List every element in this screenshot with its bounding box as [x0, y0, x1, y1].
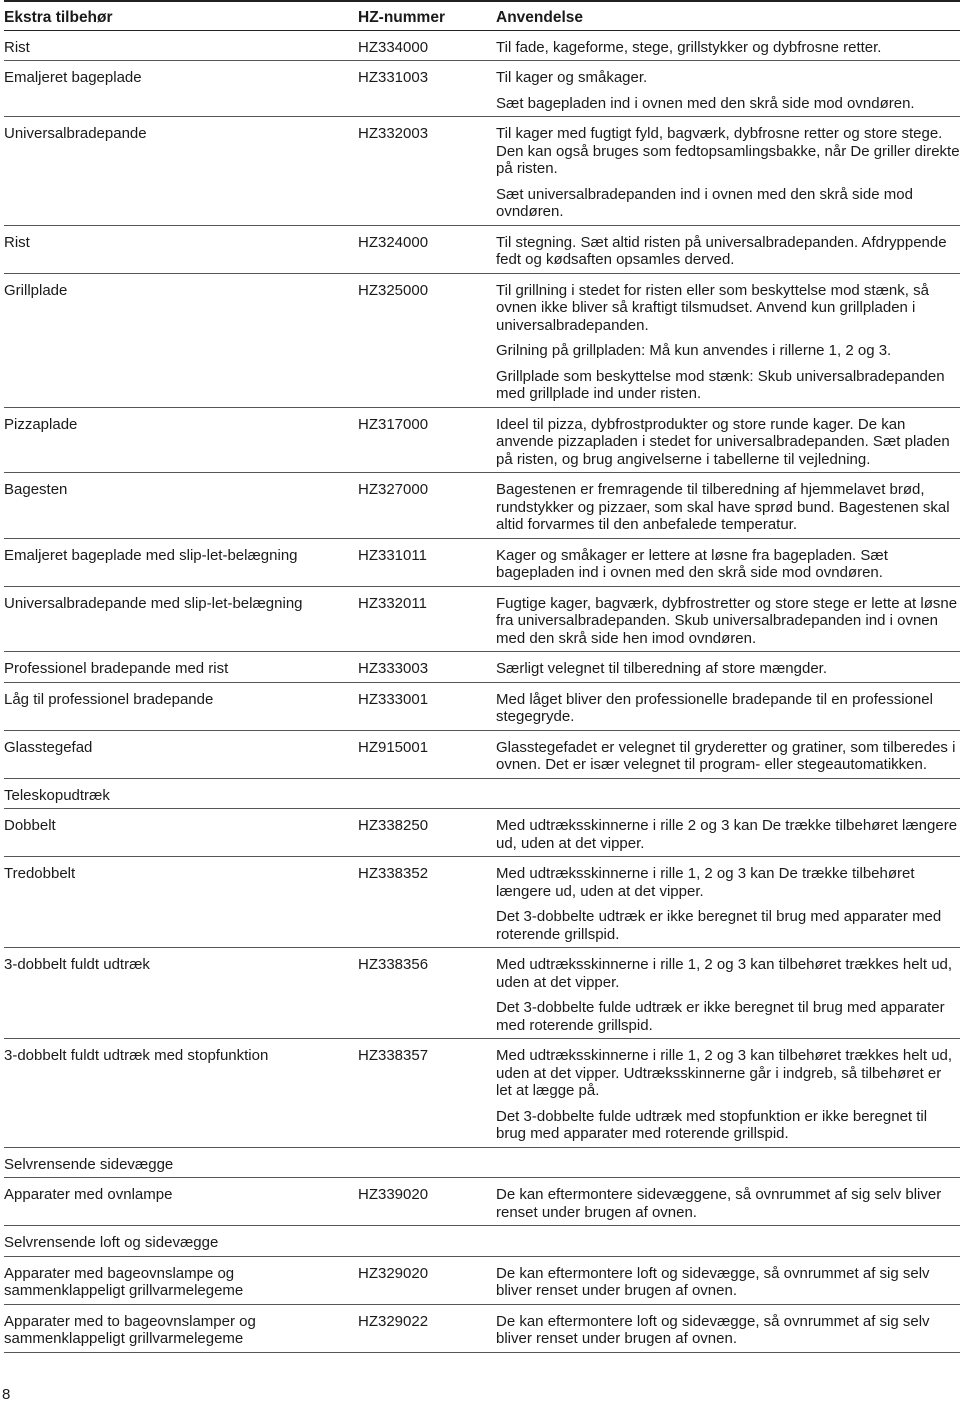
- table-row: [4, 1304, 960, 1352]
- table-row: [4, 948, 960, 1039]
- section-heading: Selvrensende sidevægge: [4, 1147, 960, 1178]
- section-heading: Selvrensende loft og sidevægge: [4, 1226, 960, 1257]
- accessory-name: Universalbradepande: [4, 117, 358, 226]
- usage-paragraph: Til kager og småkager.: [496, 69, 648, 86]
- usage-description: [496, 117, 960, 226]
- table-row: [4, 30, 960, 61]
- table-row: [4, 586, 960, 652]
- table-row: [4, 730, 960, 778]
- usage-paragraph: Med låget bliver den professionelle bradepande til en professionel stegegryde.: [496, 690, 933, 725]
- usage-description: [496, 652, 960, 683]
- accessory-name: 3-dobbelt fuldt udtræk: [4, 948, 358, 1039]
- usage-description: [496, 586, 960, 652]
- table-row: [4, 407, 960, 473]
- usage-description: [496, 948, 960, 1039]
- usage-paragraph: Grilning på grillpladen: Må kun anvendes i rillerne 1, 2 og 3.: [496, 342, 892, 359]
- usage-paragraph: De kan eftermontere sidevæggene, så ovnrummet af sig selv bliver renset under brugen af ovnen.: [496, 1186, 942, 1221]
- usage-description: [496, 30, 960, 61]
- table-row: [4, 538, 960, 586]
- hz-number: HZ331011: [358, 538, 496, 586]
- hz-number: HZ332011: [358, 586, 496, 652]
- usage-paragraph: Sæt bagepladen ind i ovnen med den skrå side mod ovndøren.: [496, 94, 915, 112]
- hz-number: HZ338357: [358, 1039, 496, 1148]
- hz-number: HZ333003: [358, 652, 496, 683]
- table-row: [4, 61, 960, 117]
- usage-description: [496, 407, 960, 473]
- hz-number: HZ317000: [358, 407, 496, 473]
- table-row: [4, 652, 960, 683]
- header-hz-number: HZ-nummer: [358, 1, 496, 30]
- usage-description: [496, 1256, 960, 1304]
- hz-number: HZ915001: [358, 730, 496, 778]
- usage-paragraph: Grillplade som beskyttelse mod stænk: Skub universalbradepanden med grillplade ind under risten.: [496, 367, 945, 402]
- usage-paragraph: Til grillning i stedet for risten eller som beskyttelse mod stænk, så ovnen ikke bliver så kraftigt tilsmudset. Anvend kun grillpladen i universalbradepanden.: [496, 281, 929, 334]
- usage-paragraph: Til kager med fugtigt fyld, bagværk, dybfrosne retter og store stege. Den kan også bruges som fedtopsamlingsbakke, når De griller direkte på risten.: [496, 125, 960, 177]
- accessory-name: Professionel bradepande med rist: [4, 652, 358, 683]
- hz-number: HZ332003: [358, 117, 496, 226]
- accessory-name: Apparater med to bageovnslamper og sammenklappeligt grillvarmelegeme: [4, 1304, 358, 1352]
- table-row: [4, 809, 960, 857]
- usage-paragraph: Bagestenen er fremragende til tilberedning af hjemmelavet brød, rundstykker og pizzaer, som skal have sprød bund. Bagestenen skal altid forvarmes til den anbefalede temperatur.: [496, 481, 950, 533]
- hz-number: HZ329022: [358, 1304, 496, 1352]
- usage-description: [496, 682, 960, 730]
- hz-number: HZ327000: [358, 473, 496, 539]
- table-header-row: [4, 1, 960, 30]
- usage-paragraph: Det 3-dobbelte fulde udtræk med stopfunktion er ikke beregnet til brug med apparater med roterende grillspid.: [496, 1107, 928, 1142]
- usage-paragraph: Til stegning. Sæt altid risten på universalbradepanden. Afdryppende fedt og kødsaften opsamles derved.: [496, 233, 947, 268]
- accessory-name: Rist: [4, 225, 358, 273]
- usage-description: [496, 809, 960, 857]
- usage-description: [496, 538, 960, 586]
- accessory-name: Tredobbelt: [4, 857, 358, 948]
- usage-description: [496, 1178, 960, 1226]
- table-row: [4, 273, 960, 407]
- usage-description: [496, 1039, 960, 1148]
- table-section-row: [4, 1147, 960, 1178]
- accessory-name: Glasstegefad: [4, 730, 358, 778]
- usage-description: [496, 473, 960, 539]
- usage-paragraph: Kager og småkager er lettere at løsne fra bagepladen. Sæt bagepladen ind i ovnen med den skrå side mod ovndøren.: [496, 546, 888, 581]
- accessory-name: 3-dobbelt fuldt udtræk med stopfunktion: [4, 1039, 358, 1148]
- table-row: [4, 473, 960, 539]
- hz-number: HZ333001: [358, 682, 496, 730]
- hz-number: HZ339020: [358, 1178, 496, 1226]
- table-row: [4, 117, 960, 226]
- hz-number: HZ325000: [358, 273, 496, 407]
- table-row: [4, 857, 960, 948]
- accessory-name: Emaljeret bageplade med slip-let-belægning: [4, 538, 358, 586]
- accessory-table: [4, 0, 960, 1353]
- page-number: 8: [2, 1386, 11, 1403]
- table-row: [4, 1256, 960, 1304]
- table-row: [4, 225, 960, 273]
- usage-description: [496, 61, 960, 117]
- accessory-name: Universalbradepande med slip-let-belægning: [4, 586, 358, 652]
- header-usage: Anvendelse: [496, 1, 960, 30]
- usage-paragraph: Det 3-dobbelte udtræk er ikke beregnet til brug med apparater med roterende grillspid.: [496, 908, 942, 943]
- hz-number: HZ334000: [358, 30, 496, 61]
- accessory-name: Pizzaplade: [4, 407, 358, 473]
- hz-number: HZ338250: [358, 809, 496, 857]
- hz-number: HZ338356: [358, 948, 496, 1039]
- header-accessory: Ekstra tilbehør: [4, 1, 358, 30]
- accessory-name: Apparater med bageovnslampe og sammenklappeligt grillvarmelegeme: [4, 1256, 358, 1304]
- table-row: [4, 1178, 960, 1226]
- table-body: [4, 30, 960, 1352]
- table-row: [4, 682, 960, 730]
- usage-paragraph: Sæt universalbradepanden ind i ovnen med den skrå side mod ovndøren.: [496, 185, 913, 220]
- usage-paragraph: Det 3-dobbelte fulde udtræk er ikke beregnet til brug med apparater med roterende grillspid.: [496, 999, 945, 1034]
- accessory-name: Dobbelt: [4, 809, 358, 857]
- accessory-name: Rist: [4, 30, 358, 61]
- usage-paragraph: Særligt velegnet til tilberedning af store mængder.: [496, 660, 828, 677]
- table-row: [4, 1039, 960, 1148]
- hz-number: HZ329020: [358, 1256, 496, 1304]
- section-heading: Teleskopudtræk: [4, 778, 960, 809]
- accessory-name: Emaljeret bageplade: [4, 61, 358, 117]
- table-section-row: [4, 778, 960, 809]
- table-section-row: [4, 1226, 960, 1257]
- usage-description: [496, 857, 960, 948]
- usage-paragraph: De kan eftermontere loft og sidevægge, så ovnrummet af sig selv bliver renset under brugen af ovnen.: [496, 1312, 930, 1347]
- usage-paragraph: Med udtræksskinnerne i rille 1, 2 og 3 kan De trække tilbehøret længere ud, uden at det vipper.: [496, 865, 915, 900]
- usage-paragraph: Med udtræksskinnerne i rille 2 og 3 kan De trække tilbehøret længere ud, uden at det vipper.: [496, 817, 958, 852]
- accessory-name: Apparater med ovnlampe: [4, 1178, 358, 1226]
- usage-paragraph: Fugtige kager, bagværk, dybfrostretter og store stege er lette at løsne fra universalbradepanden. Skub universalbradepanden ind i ovnen med den skrå side hen imod ovndøren.: [496, 594, 958, 647]
- usage-paragraph: Til fade, kageforme, stege, grillstykker og dybfrosne retter.: [496, 38, 882, 56]
- usage-paragraph: Med udtræksskinnerne i rille 1, 2 og 3 kan tilbehøret trækkes helt ud, uden at det vipper.: [496, 956, 953, 991]
- usage-description: [496, 273, 960, 407]
- usage-description: [496, 730, 960, 778]
- usage-paragraph: Glasstegefadet er velegnet til gryderetter og gratiner, som tilberedes i ovnen. Det er især velegnet til program- eller stegeautomatikken.: [496, 738, 956, 773]
- hz-number: HZ331003: [358, 61, 496, 117]
- hz-number: HZ324000: [358, 225, 496, 273]
- usage-paragraph: De kan eftermontere loft og sidevægge, så ovnrummet af sig selv bliver renset under brugen af ovnen.: [496, 1264, 930, 1299]
- accessory-table-container: [4, 0, 960, 1353]
- usage-paragraph: Ideel til pizza, dybfrostprodukter og store runde kager. De kan anvende pizzapladen i stedet for universalbradepanden. Sæt pladen på risten, og brug angivelserne i tabellerne til vejledning.: [496, 415, 950, 468]
- usage-description: [496, 225, 960, 273]
- accessory-name: Låg til professionel bradepande: [4, 682, 358, 730]
- hz-number: HZ338352: [358, 857, 496, 948]
- usage-paragraph: Med udtræksskinnerne i rille 1, 2 og 3 kan tilbehøret trækkes helt ud, uden at det vipper. Udtræksskinnerne går i indgreb, så tilbehøret er let at lægge på.: [496, 1047, 953, 1099]
- usage-description: [496, 1304, 960, 1352]
- accessory-name: Bagesten: [4, 473, 358, 539]
- accessory-name: Grillplade: [4, 273, 358, 407]
